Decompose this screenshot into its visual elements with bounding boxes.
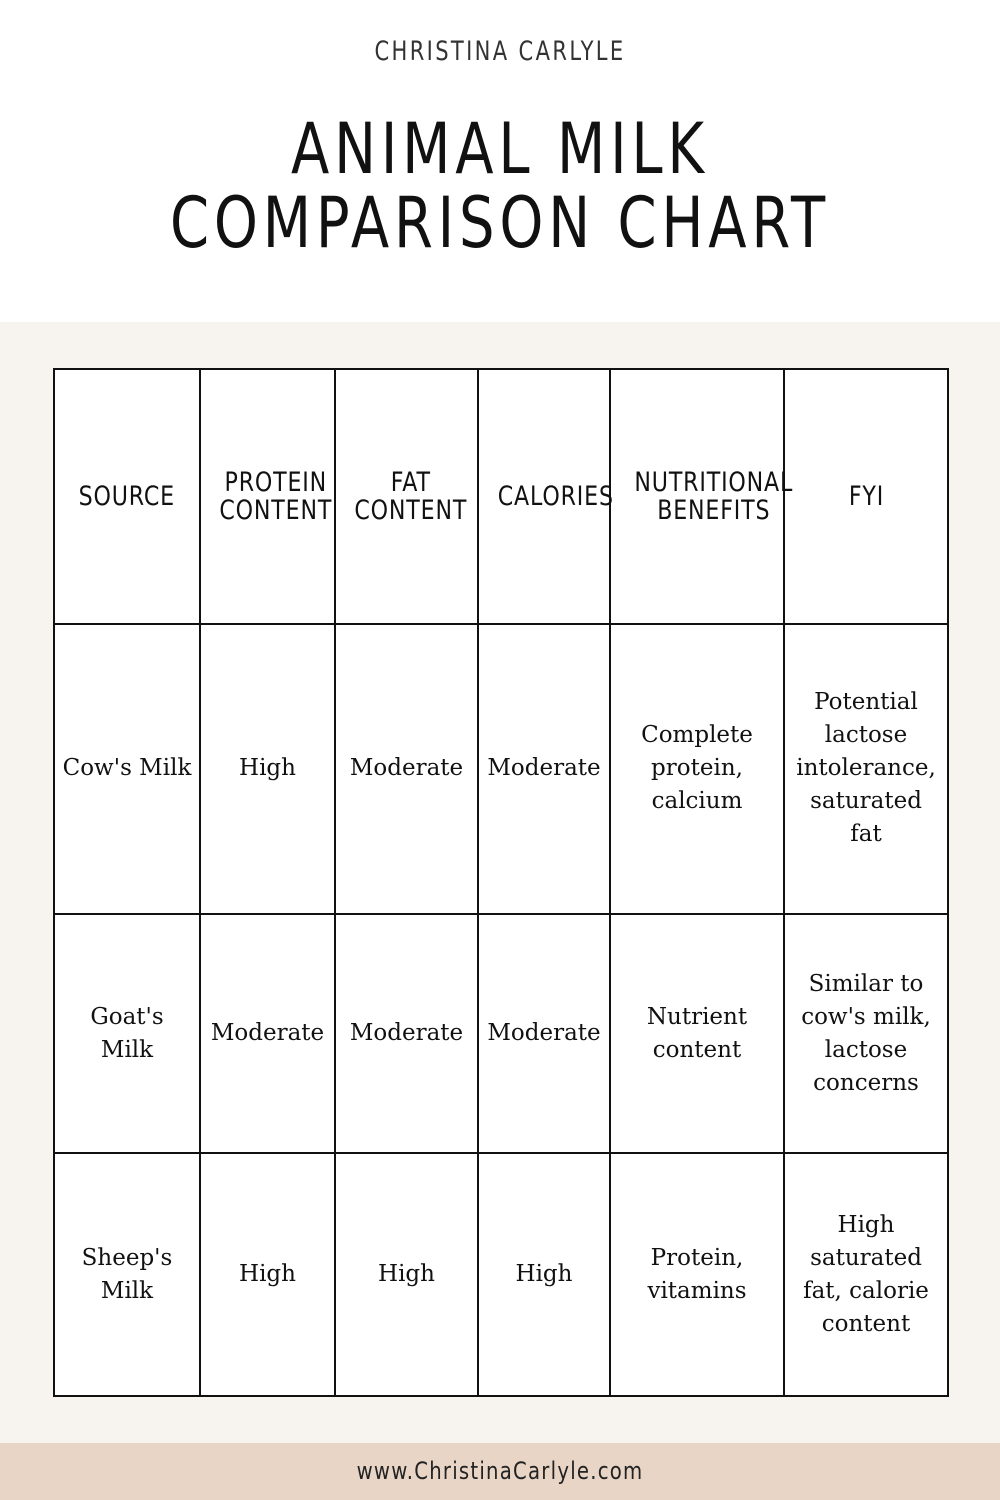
title-line-1: ANIMAL MILK <box>291 108 709 190</box>
column-header-calories: CALORIES <box>478 369 610 624</box>
website-url: www.ChristinaCarlyle.com <box>356 1457 644 1485</box>
table-row <box>54 1153 948 1396</box>
cell-protein: High <box>200 1153 335 1396</box>
cell-fat: High <box>335 1153 478 1396</box>
cell-protein: Moderate <box>200 914 335 1154</box>
cell-calories: High <box>478 1153 610 1396</box>
cell-source: Cow's Milk <box>54 624 200 914</box>
comparison-table <box>53 368 949 1397</box>
title-line-2: COMPARISON CHART <box>169 182 831 264</box>
cell-fat: Moderate <box>335 914 478 1154</box>
cell-fyi: Similar to cow's milk, lactose concerns <box>784 914 948 1154</box>
brand-name: CHRISTINA CARLYLE <box>374 36 626 67</box>
cell-calories: Moderate <box>478 624 610 914</box>
column-header-benefits: NUTRITIONAL BENEFITS <box>610 369 784 624</box>
footer <box>0 1443 1000 1500</box>
cell-source: Sheep's Milk <box>54 1153 200 1396</box>
cell-source: Goat's Milk <box>54 914 200 1154</box>
column-header-protein: PROTEIN CONTENT <box>200 369 335 624</box>
cell-benefits: Complete protein, calcium <box>610 624 784 914</box>
cell-protein: High <box>200 624 335 914</box>
header <box>0 0 1000 322</box>
table-row <box>54 624 948 914</box>
cell-benefits: Nutrient content <box>610 914 784 1154</box>
column-header-fat: FAT CONTENT <box>335 369 478 624</box>
table-row <box>54 914 948 1154</box>
page-title <box>100 108 900 264</box>
column-header-source: SOURCE <box>54 369 200 624</box>
table-header-row <box>54 369 948 624</box>
cell-benefits: Protein, vitamins <box>610 1153 784 1396</box>
cell-calories: Moderate <box>478 914 610 1154</box>
column-header-fyi: FYI <box>784 369 948 624</box>
cell-fat: Moderate <box>335 624 478 914</box>
cell-fyi: High saturated fat, calorie content <box>784 1153 948 1396</box>
cell-fyi: Potential lactose intolerance, saturated fat <box>784 624 948 914</box>
